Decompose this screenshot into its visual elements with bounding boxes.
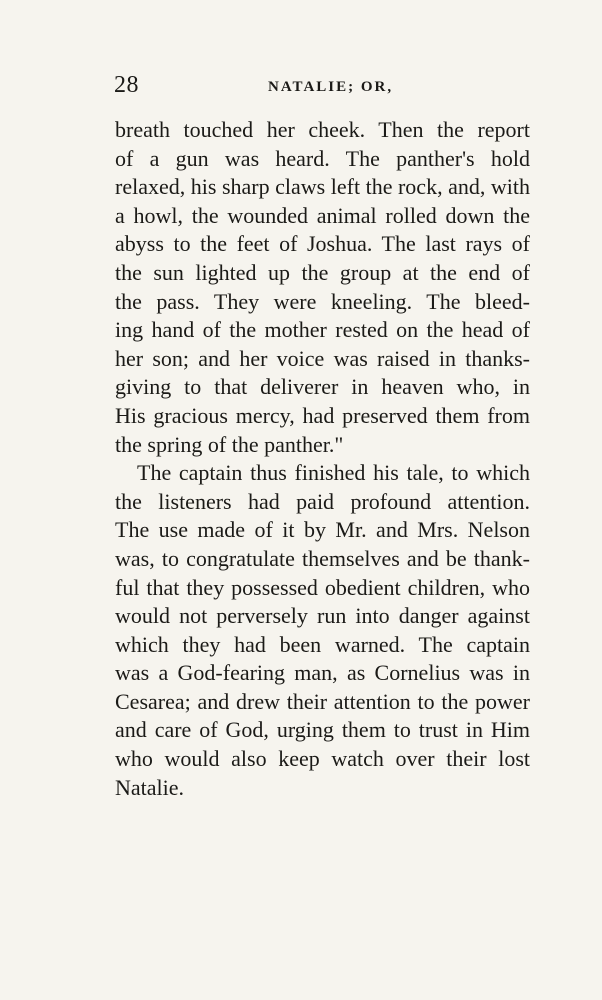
text-line: ing hand of the mother rested on the head of	[115, 317, 530, 343]
text-line: ful that they possessed obedient children, who	[115, 574, 530, 600]
text-line: Natalie.	[115, 774, 185, 800]
text-line: the spring of the panther."	[115, 431, 344, 457]
text-line: the pass. They were kneeling. The bleed-	[115, 288, 530, 314]
text-line: and care of God, urging them to trust in Him	[115, 717, 530, 743]
text-line: His gracious mercy, had preserved them from	[115, 402, 530, 428]
text-line: breath touched her cheek. Then the report	[115, 117, 530, 142]
text-line: was, to congratulate themselves and be thank-	[115, 545, 530, 571]
text-line: Cesarea; and drew their attention to the power	[115, 688, 530, 714]
page-header	[110, 70, 508, 100]
text-line: The captain thus finished his tale, to which	[137, 460, 530, 486]
page-number: 28	[114, 72, 139, 98]
text-line: relaxed, his sharp claws left the rock, and, with	[115, 174, 530, 200]
text-line: abyss to the feet of Joshua. The last rays of	[115, 231, 530, 257]
text-line: of a gun was heard. The panther's hold	[115, 145, 530, 171]
text-line: giving to that deliverer in heaven who, in	[115, 374, 530, 400]
text-line: The use made of it by Mr. and Mrs. Nelson	[115, 517, 530, 543]
text-line: which they had been warned. The captain	[115, 631, 530, 657]
running-head: NATALIE; OR,	[268, 79, 394, 95]
body-text	[115, 116, 530, 802]
text-line: would not perversely run into danger against	[115, 603, 530, 629]
text-line: her son; and her voice was raised in thanks-	[115, 345, 530, 371]
text-line: was a God-fearing man, as Cornelius was in	[115, 660, 530, 686]
text-line: a howl, the wounded animal rolled down the	[115, 202, 530, 228]
text-line: who would also keep watch over their lost	[115, 746, 530, 772]
text-line: the sun lighted up the group at the end of	[115, 259, 530, 285]
text-line: the listeners had paid profound attention.	[115, 488, 530, 514]
